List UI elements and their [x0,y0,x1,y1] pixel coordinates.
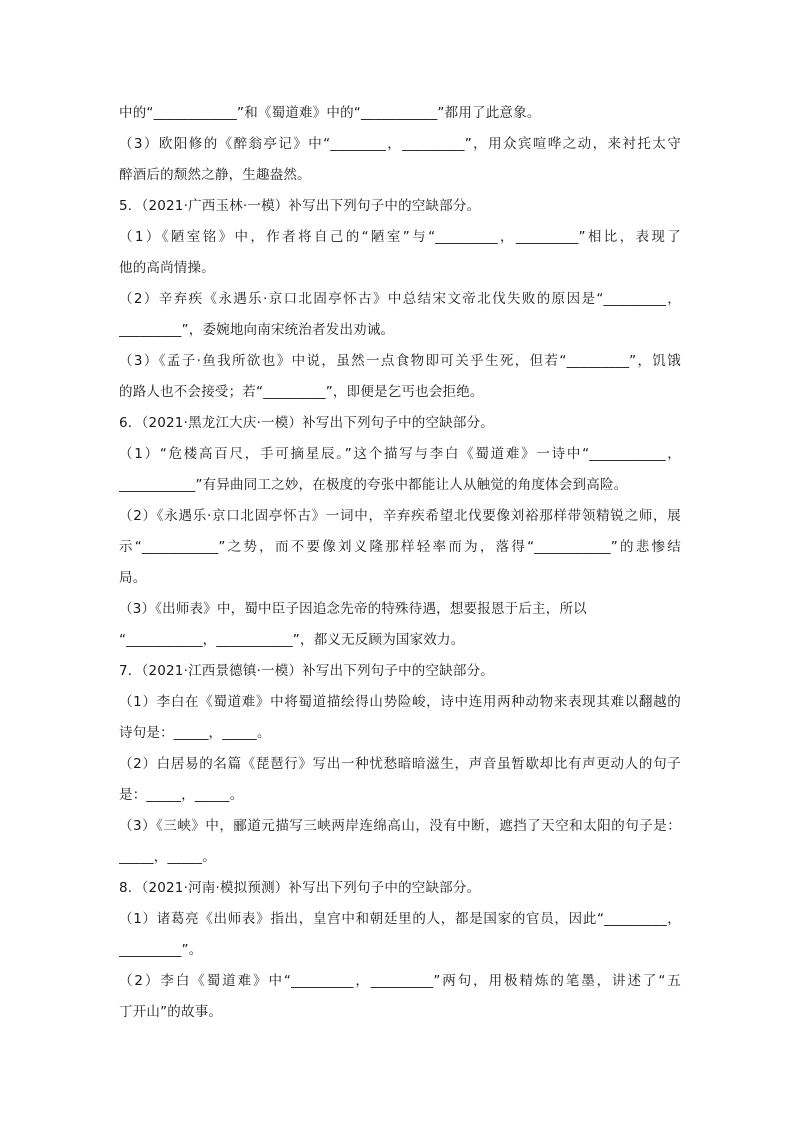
question-6-3-line-1: （3）《出师表》中，蜀中臣子因追念先帝的特殊待遇，想要报恩于后主，所以 [119,601,587,617]
question-7-3-line-1: （3）《三峡》中，郦道元描写三峡两岸连绵高山，没有中断，遮挡了天空和太阳的句子是： [119,818,681,834]
question-6-2-line-3: 局。 [119,570,147,586]
question-6-1-line-1: （1）“危楼高百尺，手可摘星辰。”这个描写与李白《蜀道难》一诗中“___________， [119,446,681,462]
question-8-1-line-1: （1）诸葛亮《出师表》指出，皇宫中和朝廷里的人，都是国家的官员，因此“_________， [119,911,681,927]
question-5-2-line-2: _________”，委婉地向南宋统治者发出劝诫。 [119,322,395,338]
question-7-1-line-1: （1）李白在《蜀道难》中将蜀道描绘得山势险峻，诗中连用两种动物来表现其难以翻越的 [119,694,681,710]
question-5-3-line-2: 的路人也不会接受；若“_________”，即便是乞丐也会拒绝。 [119,384,484,400]
question-8-2-line-1: （2）李白《蜀道难》中“_________，_________”两句，用极精炼的笔墨，讲述了“五 [119,973,681,989]
question-7-2-line-2: 是：_____，_____。 [119,787,244,803]
question-8-2-line-2: 丁开山”的故事。 [119,1004,223,1020]
question-4-3-line-1: （3）欧阳修的《醉翁亭记》中“________，_________”，用众宾喧哗之动，来衬托太守 [119,136,681,152]
question-6-heading: 6．（2021·黑龙江大庆·一模）补写出下列句子中的空缺部分。 [119,415,494,431]
question-8-1-line-2: _________”。 [119,942,203,958]
question-5-heading: 5．（2021·广西玉林·一模）补写出下列句子中的空缺部分。 [119,198,481,214]
question-7-heading: 7．（2021·江西景德镇·一模）补写出下列句子中的空缺部分。 [119,663,494,679]
question-5-1-line-1: （1）《陋室铭》中，作者将自己的“陋室”与“_________，_________”相比，表现了 [119,229,681,245]
question-8-heading: 8．（2021·河南·模拟预测）补写出下列句子中的空缺部分。 [119,880,481,896]
question-6-2-line-2: 示“___________”之势，而不要像刘义隆那样轻率而为，落得“___________”的悲惨结 [119,539,681,555]
question-6-1-line-2: ___________”有异曲同工之妙，在极度的夸张中都能让人从触觉的角度体会到高险。 [119,477,628,493]
question-7-1-line-2: 诗句是：_____，_____。 [119,725,271,741]
question-5-2-line-1: （2）辛弃疾《永遇乐·京口北固亭怀古》中总结宋文帝北伐失败的原因是“_________， [119,291,681,307]
question-5-3-line-1: （3）《孟子·鱼我所欲也》中说，虽然一点食物即可关乎生死，但若“_________”，饥饿 [119,353,681,369]
question-4-3-line-2: 醉酒后的颓然之静，生趣盎然。 [119,167,311,183]
question-7-3-line-2: _____，_____。 [119,849,216,865]
question-6-2-line-1: （2）《永遇乐·京口北固亭怀古》一词中，辛弃疾希望北伐要像刘裕那样带领精锐之师，展 [119,508,681,524]
question-7-2-line-1: （2）白居易的名篇《琵琶行》写出一种忧愁暗暗滋生，声音虽暂歇却比有声更动人的句子 [119,756,681,772]
question-5-1-line-2: 他的高尚情操。 [119,260,215,276]
question-6-3-line-2: “___________，___________”，都义无反顾为国家效力。 [119,632,465,648]
text-line-1: 中的“____________”和《蜀道难》中的“___________”都用了此意象。 [119,105,541,121]
